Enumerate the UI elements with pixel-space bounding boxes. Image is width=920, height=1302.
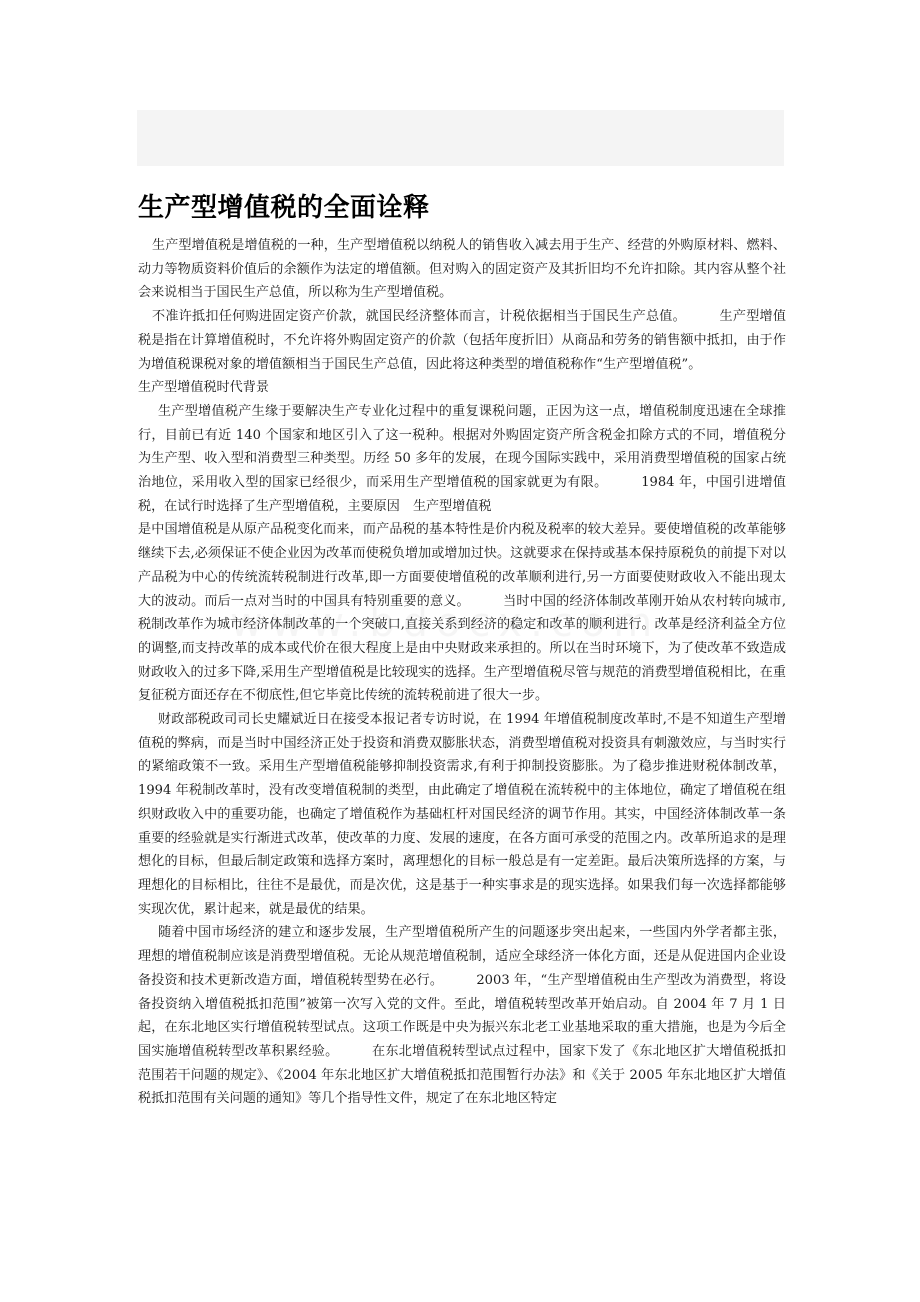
paragraph-transition: 随着中国市场经济的建立和逐步发展，生产型增值税所产生的问题逐步突出起来，一些国内外学者都主张，理想的增值税制应该是消费型增值税。无论从规范增值税制，适应全球经济一体化方面，还是从促进国内企业设备投资和技术更新改造方面，增值税转型势在必行。 2003 年，“生产型增值税由生产型改为消费型，将设备投资纳入增值税抵扣范围”被第一次写入党的文件。至此，增值税转型改革开始启动。自 2004 年 7 月 1 日起，在东北地区实行增值税转型试点。这项工作既是中央为振兴东北老工业基地采取的重大措施，也是为今后全国实施增值税转型改革积累经验。 在东北增值税转型试点过程中，国家下发了《东北地区扩大增值税抵扣范围若干问题的规定》、《2004 年东北地区扩大增值税抵扣范围暂行办法》和《关于 2005 年东北地区扩大增值税抵扣范围有关问题的通知》等几个指导性文件，规定了在东北地区特定: [138, 925, 786, 1107]
document-title: 生产型增值税的全面诠释: [138, 193, 430, 223]
paragraph-china-reason: 是中国增值税是从原产品税变化而来，而产品税的基本特性是价内税及税率的较大差异。要使增值税的改革能够继续下去,必须保证不使企业因为改革而使税负增加或增加过快。这就要求在保持或基本保持原税负的前提下对以产品税为中心的传统流转税制进行改革,即一方面要使增值税的改革顺利进行,另一方面要使财政收入不能出现太大的波动。而后一点对当时的中国具有特别重要的意义。 当时中国的经济体制改革刚开始从农村转向城市,税制改革作为城市经济体制改革的一个突破口,直接关系到经济的稳定和改革的顺利进行。改革是经济利益全方位的调整,而支持改革的成本或代价在很大程度上是由中央财政来承担的。所以在当时环境下，为了使改革不致造成财政收入的过多下降,采用生产型增值税是比较现实的选择。生产型增值税尽管与规范的消费型增值税相比，在重复征税方面还存在不彻底性,但它毕竟比传统的流转税前进了很大一步。: [138, 522, 786, 704]
paragraph-origin: 生产型增值税产生缘于要解决生产专业化过程中的重复课税问题，正因为这一点，增值税制度迅速在全球推行，目前已有近 140 个国家和地区引入了这一税种。根据对外购固定资产所含税金扣除方式的不同，增值税分为生产型、收入型和消费型三种类型。历经 50 多年的发展，在现今国际实践中，采用消费型增值税的国家占统治地位，采用收入型的国家已经很少，而采用生产型增值税的国家就更为有限。 1984 年，中国引进增值税，在试行时选择了生产型增值税，主要原因 生产型增值税: [138, 403, 786, 514]
paragraph-interview: 财政部税政司司长史耀斌近日在接受本报记者专访时说，在 1994 年增值税制度改革时,不是不知道生产型增值税的弊病，而是当时中国经济正处于投资和消费双膨胀状态，消费型增值税对投资具有刺激效应，与当时实行的紧缩政策不一致。采用生产型增值税能够抑制投资需求,有利于抑制投资膨胀。为了稳步推进财税体制改革，1994 年税制改革时，没有改变增值税制的类型，由此确定了增值税在流转税中的主体地位，确定了增值税在组织财政收入中的重要功能，也确定了增值税作为基础杠杆对国民经济的调节作用。其实，中国经济体制改革一条重要的经验就是实行渐进式改革，使改革的力度、发展的速度，在各方面可承受的范围之内。改革所追求的是理想化的目标，但最后制定政策和选择方案时，离理想化的目标一般总是有一定差距。最后决策所选择的方案，与理想化的目标相比，往往不是最优，而是次优，这是基于一种实事求是的现实选择。如果我们每一次选择都能够实现次优，累计起来，就是最优的结果。: [138, 712, 786, 917]
header-banner: [137, 110, 784, 166]
section-heading-background: 生产型增值税时代背景: [138, 380, 269, 396]
paragraph-deduction-rule: 不准许抵扣任何购进固定资产价款，就国民经济整体而言，计税依据相当于国民生产总值。 生产型增值税是指在计算增值税时，不允许将外购固定资产的价款（包括年度折旧）从商品和劳务的销售额中抵扣，由于作为增值税课税对象的增值额相当于国民生产总值，因此将这种类型的增值税称作“生产型增值税”。: [138, 309, 786, 372]
paragraph-definition: 生产型增值税是增值税的一种，生产型增值税以纳税人的销售收入减去用于生产、经营的外购原材料、燃料、动力等物质资料价值后的余额作为法定的增值额。但对购入的固定资产及其折旧均不允许扣除。其内容从整个社会来说相当于国民生产总值，所以称为生产型增值税。: [138, 238, 786, 301]
document-body: [138, 234, 786, 1111]
